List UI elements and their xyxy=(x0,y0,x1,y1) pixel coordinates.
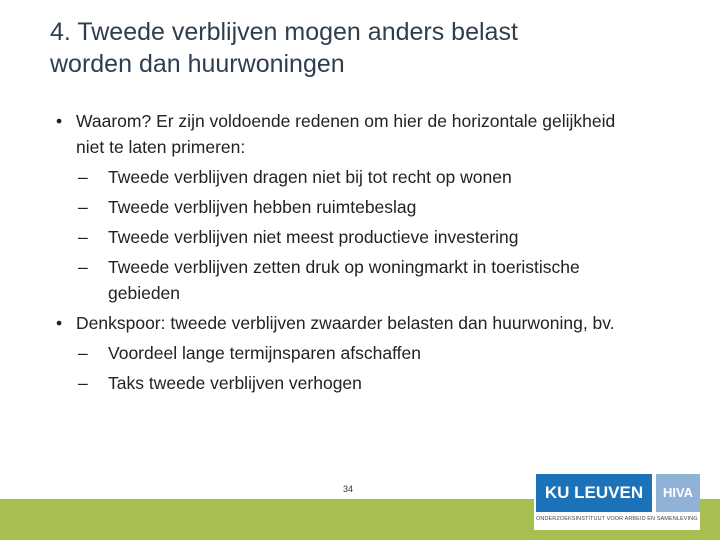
dash-mark: – xyxy=(78,343,88,363)
bullet-1-text: Waarom? Er zijn voldoende redenen om hier de horizontale gelijkheid xyxy=(76,111,616,131)
hiva-logo: HIVA xyxy=(656,474,700,512)
title-line-2: worden dan huurwoningen xyxy=(50,50,345,78)
dash-mark: – xyxy=(78,197,88,217)
sub-bullet-3 xyxy=(50,222,700,252)
sub-bullet-6 xyxy=(50,368,700,398)
bullet-2 xyxy=(50,308,700,338)
sub-bullet-text: Taks tweede verblijven verhogen xyxy=(108,373,362,393)
title-line-1: 4. Tweede verblijven mogen anders belast xyxy=(50,18,518,46)
sub-bullet-1 xyxy=(50,162,700,192)
ku-leuven-logo: KU LEUVEN xyxy=(536,474,652,512)
sub-bullet-2 xyxy=(50,192,700,222)
bullet-mark: • xyxy=(56,111,63,131)
ku-leuven-hiva-logo xyxy=(534,472,700,530)
sub-bullet-text: Tweede verblijven zetten druk op woningmarkt in toeristische xyxy=(108,257,580,277)
dash-mark: – xyxy=(78,227,88,247)
sub-bullet-text: Tweede verblijven dragen niet bij tot recht op wonen xyxy=(108,167,512,187)
dash-mark: – xyxy=(78,373,88,393)
slide-body xyxy=(50,106,700,398)
bullet-2-text: Denkspoor: tweede verblijven zwaarder belasten dan huurwoning, bv. xyxy=(76,313,615,333)
dash-mark: – xyxy=(78,167,88,187)
page-number: 34 xyxy=(342,484,353,494)
dash-mark: – xyxy=(78,257,88,277)
bullet-mark: • xyxy=(56,313,63,333)
sub-bullet-5 xyxy=(50,338,700,368)
sub-bullet-text: Voordeel lange termijnsparen afschaffen xyxy=(108,343,421,363)
bullet-1-continuation: niet te laten primeren: xyxy=(76,137,246,157)
sub-bullet-text: Tweede verblijven niet meest productieve investering xyxy=(108,227,519,247)
sub-bullet-text: Tweede verblijven hebben ruimtebeslag xyxy=(108,197,417,217)
logo-subtitle: ONDERZOEKSINSTITUUT VOOR ARBEID EN SAMENLEVING xyxy=(536,516,698,522)
sub-bullet-4-continuation: gebieden xyxy=(108,283,181,303)
slide-title xyxy=(50,16,690,80)
